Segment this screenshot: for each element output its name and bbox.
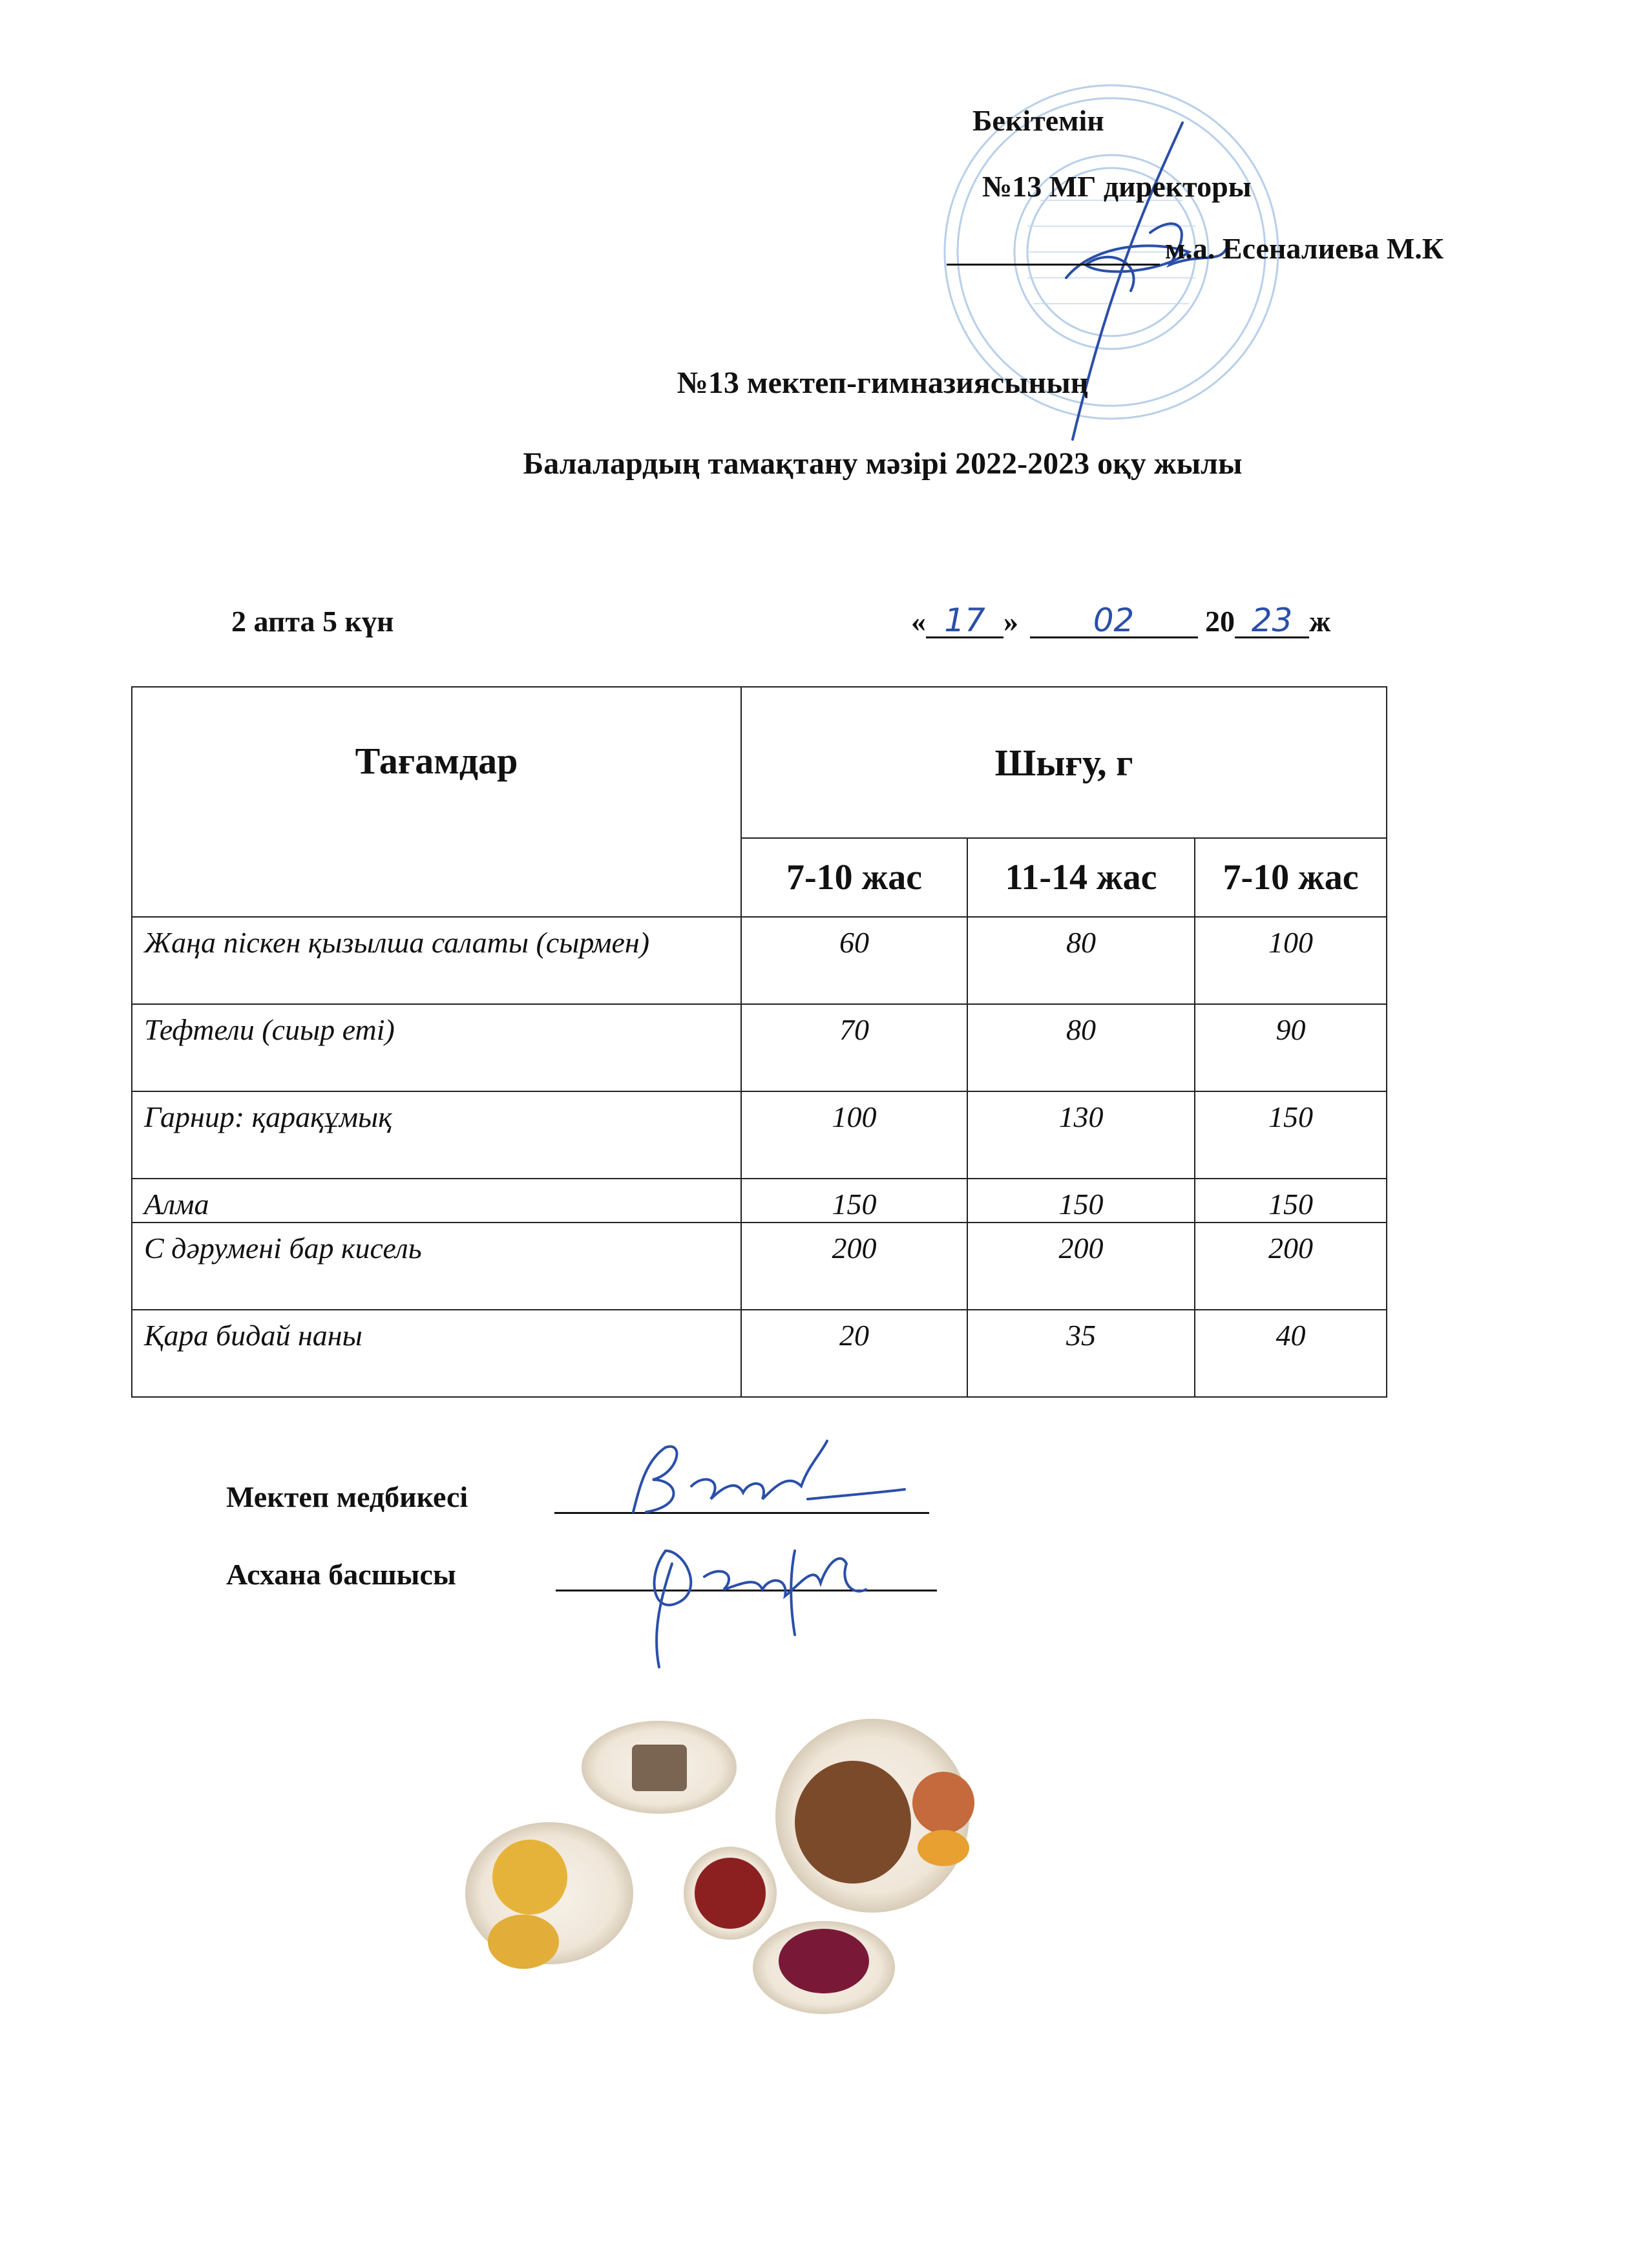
nurse-signature-label: Мектеп медбикесі (226, 1480, 468, 1513)
table-row (132, 1223, 1387, 1310)
approval-signature-line (947, 238, 1160, 266)
meatball (912, 1772, 974, 1834)
table-row (132, 1004, 1387, 1091)
column-header-age: 7-10 жас (741, 838, 967, 917)
food-photo (465, 1719, 1034, 2016)
portion-value: 35 (967, 1310, 1195, 1397)
portion-value: 150 (1195, 1091, 1387, 1179)
portion-value: 130 (967, 1091, 1195, 1179)
portion-value: 20 (741, 1310, 967, 1397)
portion-value: 100 (1195, 917, 1387, 1004)
page-title-menu: Балалардың тамақтану мәзірі 2022-2023 оқу жылы (523, 446, 1243, 481)
nurse-signature (614, 1428, 911, 1531)
director-signature (1034, 116, 1247, 452)
week-day-label: 2 апта 5 күн (231, 605, 394, 638)
portion-value: 60 (741, 917, 967, 1004)
portion-value: 70 (741, 1004, 967, 1091)
portion-value: 100 (741, 1091, 967, 1179)
sauce (918, 1830, 969, 1866)
portion-value: 40 (1195, 1310, 1387, 1397)
portion-value: 80 (967, 1004, 1195, 1091)
column-header-age: 7-10 жас (1195, 838, 1387, 917)
canteen-head-signature-label: Асхана басшысы (226, 1558, 456, 1591)
approval-position: №13 МГ директоры (982, 170, 1252, 203)
page-title-school: №13 мектеп-гимназиясының (677, 366, 1089, 400)
date-year-suffix: 23 (1235, 604, 1309, 638)
date-year-label: ж (1309, 605, 1331, 638)
apple (488, 1915, 559, 1969)
portion-value: 80 (967, 917, 1195, 1004)
menu-date (911, 604, 1330, 638)
rye-bread (632, 1745, 687, 1791)
dish-name: С дәрумені бар кисель (132, 1223, 741, 1310)
menu-table (131, 686, 1387, 1398)
portion-value: 150 (741, 1179, 967, 1223)
canteen-head-signature (633, 1525, 879, 1674)
dish-name: Алма (132, 1179, 741, 1223)
approval-title: Бекітемін (972, 104, 1104, 137)
table-row (132, 1310, 1387, 1397)
dish-name: Қара бидай наны (132, 1310, 741, 1397)
approval-name-line (947, 231, 1444, 266)
beet-salad (779, 1929, 869, 1993)
dish-name: Тефтели (сиыр еті) (132, 1004, 741, 1091)
date-year-prefix: 20 (1205, 605, 1235, 638)
portion-value: 200 (1195, 1223, 1387, 1310)
portion-value: 200 (967, 1223, 1195, 1310)
table-row (132, 1179, 1387, 1223)
dish-name: Гарнир: қарақұмық (132, 1091, 741, 1179)
column-header-dishes: Тағамдар (132, 687, 741, 917)
date-open-quote: « (911, 605, 926, 638)
buckwheat (795, 1761, 911, 1884)
approval-name: м.а. Есеналиева М.К (1165, 232, 1444, 265)
portion-value: 200 (741, 1223, 967, 1310)
portion-value: 90 (1195, 1004, 1387, 1091)
table-row (132, 917, 1387, 1004)
date-close-quote: » (1003, 605, 1018, 638)
dish-name: Жаңа піскен қызылша салаты (сырмен) (132, 917, 741, 1004)
portion-value: 150 (967, 1179, 1195, 1223)
table-row (132, 1091, 1387, 1179)
portion-value: 150 (1195, 1179, 1387, 1223)
column-header-age: 11-14 жас (967, 838, 1195, 917)
apple (492, 1840, 567, 1915)
date-month: 02 (1030, 604, 1198, 638)
kisel (695, 1858, 766, 1929)
column-header-output: Шығу, г (741, 687, 1387, 838)
date-day: 17 (926, 604, 1003, 638)
